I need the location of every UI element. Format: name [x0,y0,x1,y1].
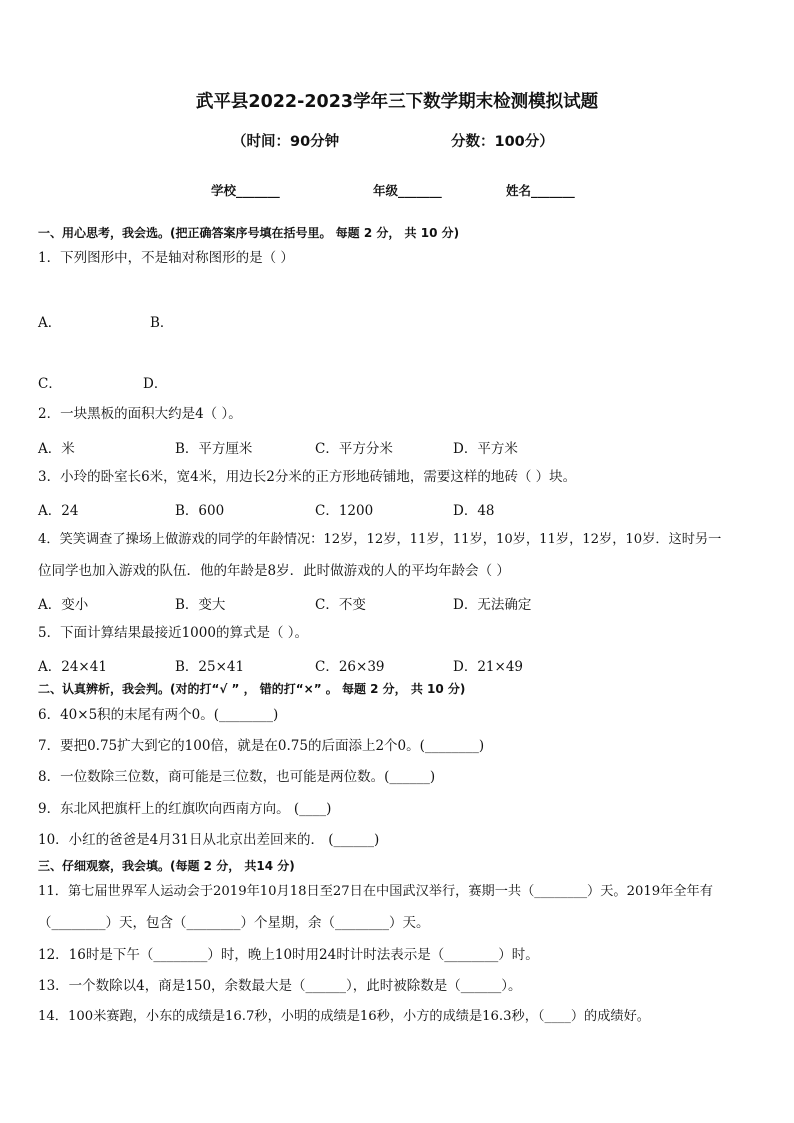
question-1: 1．下列图形中，不是轴对称图形的是（ ） [38,250,294,266]
question-4-line-2: 位同学也加入游戏的队伍．他的年龄是8岁．此时做游戏的人的平均年龄会（ ） [38,563,510,579]
q1-option-c: C． [38,376,62,392]
q2-option-d: D．平方米 [453,441,518,457]
question-5: 5．下面计算结果最接近1000的算式是（ ）。 [38,625,308,641]
question-3: 3．小玲的卧室长6米，宽4米，用边长2分米的正方形地砖铺地，需要这样的地砖（ ）块。 [38,469,577,485]
q3-option-a: A．24 [38,503,79,519]
q1-option-d: D． [143,376,168,392]
exam-time: （时间：90分钟 [232,134,340,150]
question-11-line-2: （________）天，包含（________）个星期，余（________）天。 [38,915,430,931]
q5-option-b: B．25×41 [175,659,245,675]
name-field: 姓名_______ [506,183,575,198]
q4-option-c: C．不变 [315,597,366,613]
q3-option-c: C．1200 [315,503,374,519]
school-field: 学校_______ [211,183,280,198]
question-8: 8．一位数除三位数，商可能是三位数，也可能是两位数。(______) [38,769,436,785]
q5-option-a: A．24×41 [38,659,107,675]
q4-option-b: B．变大 [175,597,226,613]
q1-option-b: B． [150,315,174,331]
q3-option-b: B．600 [175,503,225,519]
grade-field: 年级_______ [373,183,442,198]
q2-option-c: C．平方分米 [315,441,393,457]
page-title: 武平县2022-2023学年三下数学期末检测模拟试题 [195,92,599,112]
q2-option-a: A．米 [38,441,75,457]
question-13: 13．一个数除以4，商是150，余数最大是（______），此时被除数是（______）。 [38,978,522,994]
section-3-heading: 三、仔细观察，我会填。(每题 2 分， 共14 分) [38,859,295,873]
q4-option-a: A．变小 [38,597,89,613]
q5-option-d: D．21×49 [453,659,523,675]
question-7: 7．要把0.75扩大到它的100倍，就是在0.75的后面添上2个0。(________) [38,738,485,754]
section-1-heading: 一、用心思考，我会选。(把正确答案序号填在括号里。 每题 2 分， 共 10 分) [38,226,460,240]
question-10: 10．小红的爸爸是4月31日从北京出差回来的． (______) [38,832,380,848]
q4-option-d: D．无法确定 [453,597,532,613]
section-2-heading: 二、认真辨析，我会判。(对的打“√ ” ， 错的打“×” 。 每题 2 分， 共 10 分) [38,682,466,696]
exam-score: 分数：100分） [451,134,554,150]
question-14: 14．100米赛跑，小东的成绩是16.7秒，小明的成绩是16秒，小方的成绩是16.3秒，（____）的成绩好。 [38,1009,650,1024]
question-2: 2．一块黑板的面积大约是4（ ）。 [38,406,242,422]
question-9: 9．东北风把旗杆上的红旗吹向西南方向。 (____) [38,801,332,817]
q1-option-a: A． [38,315,62,331]
q5-option-c: C．26×39 [315,659,385,675]
question-4-line-1: 4．笑笑调查了操场上做游戏的同学的年龄情况：12岁，12岁，11岁，11岁，10岁，11岁，12岁，10岁．这时另一 [38,532,722,547]
question-11-line-1: 11．第七届世界军人运动会于2019年10月18日至27日在中国武汉举行，赛期一共（________）天。2019年全年有 [38,884,713,899]
question-6: 6．40×5积的末尾有两个0。(________) [38,707,279,723]
q3-option-d: D．48 [453,503,495,519]
question-12: 12．16时是下午（________）时，晚上10时用24时计时法表示是（________）时。 [38,947,539,963]
q2-option-b: B．平方厘米 [175,441,253,457]
